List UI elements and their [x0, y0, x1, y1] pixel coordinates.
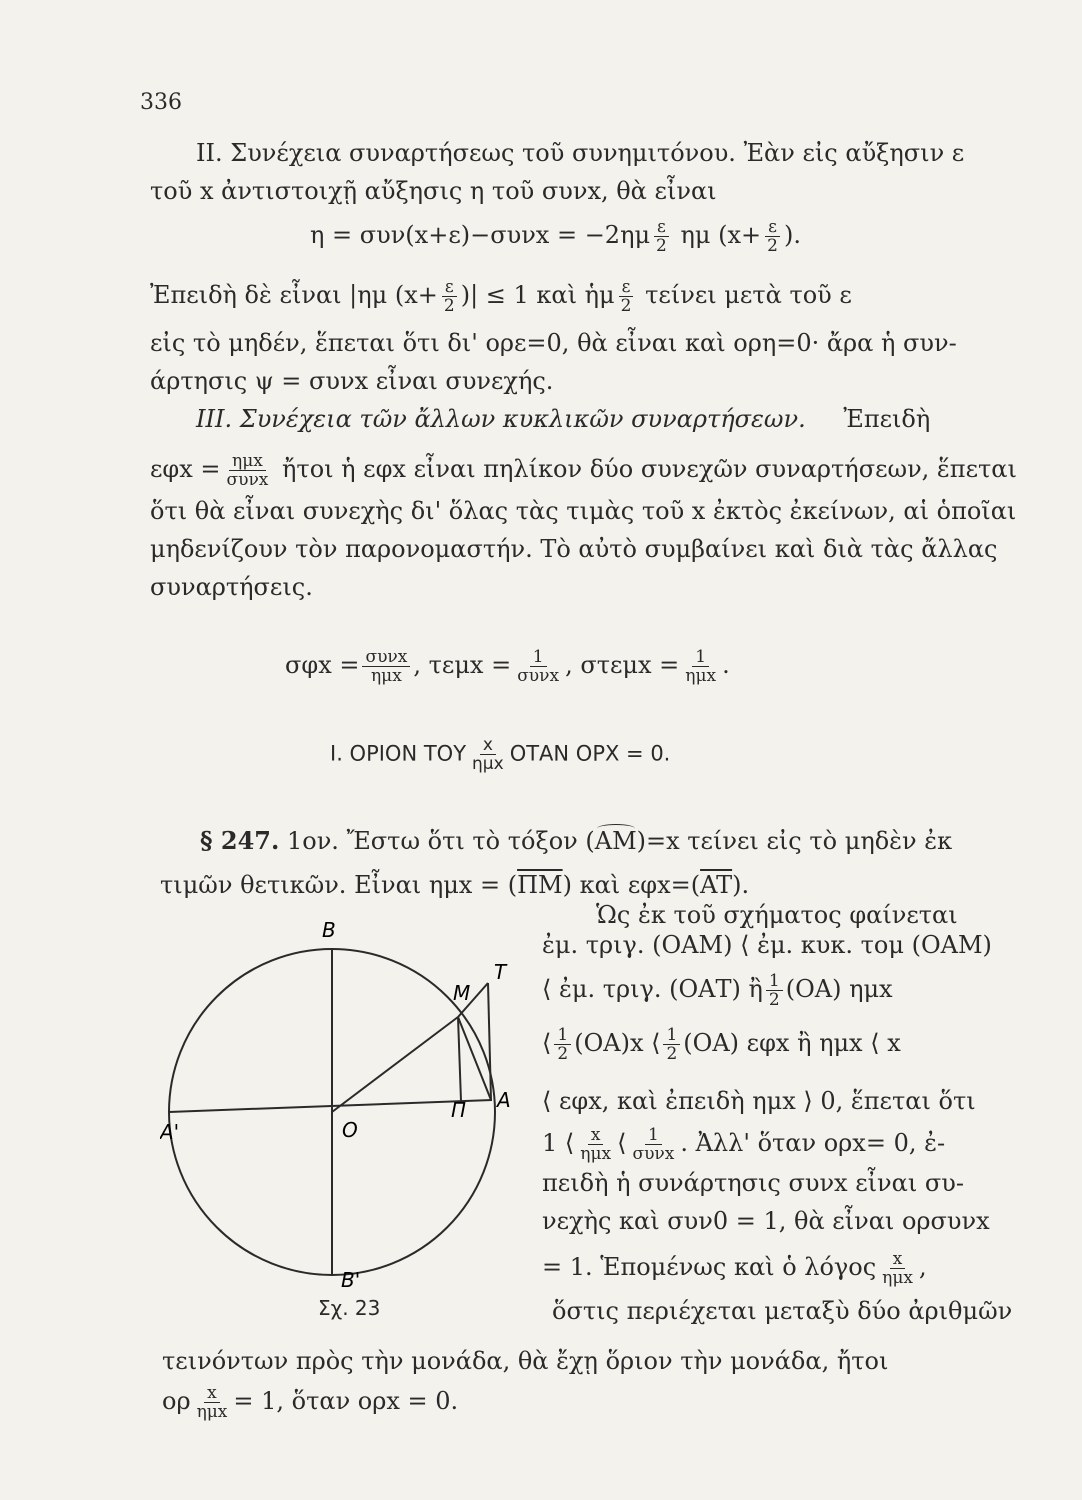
- axis-aa: [169, 1100, 492, 1112]
- right-line-8: νεχὴς καὶ συν0 = 1, θὰ εἶναι ορσυνx: [542, 1207, 990, 1235]
- final-line-1: τεινόντων πρὸς τὴν μονάδα, θὰ ἔχῃ ὅριον τὴν μονάδα, ἤτοι: [162, 1347, 889, 1375]
- label-b-prime: B': [341, 1268, 361, 1292]
- label-m: M: [453, 981, 471, 1005]
- section-iii-line-4: μηδενίζουν τὸν παρονομαστήν. Τὸ αὐτὸ συμβαίνει καὶ διὰ τὰς ἄλλας: [150, 535, 998, 563]
- section-ii-line-4: Ἐπειδὴ δὲ εἶναι |ημ (x+ $\frac{\varepsilon}{2}$ )| ≤ 1 καὶ ἡμ $\frac{\varepsilon}{2}$ τείνει μετὰ τοῦ ε: [150, 277, 852, 316]
- figure-unit-circle: [160, 915, 535, 1325]
- section-ii-line-1: II. Συνέχεια συναρτήσεως τοῦ συνημιτόνου. Ἐὰν εἰς αὔξησιν ε: [196, 139, 965, 167]
- section-ii-line-5: εἰς τὸ μηδέν, ἕπεται ὅτι δι' ορε=0, θὰ εἶναι καὶ ορη=0· ἄρα ἡ συν-: [150, 329, 957, 357]
- right-line-5: ⟨ εφx, καὶ ἐπειδὴ ημx ⟩ 0, ἕπεται ὅτι: [542, 1087, 976, 1115]
- limit-subheading: I. ΟΡΙΟΝ ΤΟΥ $\frac{x}{\text{ημx}}$ ΟΤΑΝ ΟΡX = 0.: [330, 735, 671, 774]
- label-t: T: [494, 960, 507, 984]
- right-line-4: ⟨ $\frac{1}{2}$ (ΟΑ)x ⟨ $\frac{1}{2}$ (ΟΑ) εφx ἢ ημx ⟨ x: [542, 1025, 901, 1064]
- section-iii-heading: Συνέχεια τῶν ἄλλων κυκλικῶν συναρτήσεων.: [239, 405, 806, 433]
- para-247-line-2: τιμῶν θετικῶν. Εἶναι $\eta\mu x = (\overline{\Pi M})$ καὶ $\varepsilon\varphi x=(\overline{AT})$.: [160, 871, 750, 899]
- final-line-2: ορ $\frac{x}{\text{ημx}}$ = 1, ὅταν ορx = 0.: [162, 1383, 459, 1422]
- section-ii-heading: Συνέχεια συναρτήσεως τοῦ συνημιτόνου.: [230, 139, 736, 167]
- section-iii-line-2: εφx = $\frac{\text{ημx}}{\text{συνx}}$ ἤτοι ἡ εφx εἶναι πηλίκον δύο συνεχῶν συναρτήσεων, ἕπεται: [150, 451, 1017, 490]
- radius-om: [332, 1017, 458, 1112]
- label-a-prime: A': [160, 1120, 180, 1144]
- right-line-2: ἐμ. τριγ. (ΟΑΜ) ⟨ ἐμ. κυκ. τομ (ΟΑΜ): [542, 931, 992, 959]
- para-247-line-1: § 247. 1ον. Ἔστω ὅτι τὸ τόξον (AM)=x τείνει εἰς τὸ μηδὲν ἐκ: [200, 826, 953, 855]
- right-line-1: Ὡς ἐκ τοῦ σχήματος φαίνεται: [596, 901, 958, 929]
- section-iii-line-5: συναρτήσεις.: [150, 573, 313, 601]
- label-b: B: [322, 918, 336, 942]
- right-line-6: 1 ⟨ $\frac{x}{\text{ημx}}$ ⟨ $\frac{1}{\text{συνx}}$ . Ἀλλ' ὅταν ορx= 0, ἐ-: [542, 1125, 946, 1164]
- section-mark: § 247.: [200, 826, 280, 855]
- page-number: 336: [140, 90, 182, 115]
- equation-eta: η = συν(x+ε)−συνx = −2ημ $\frac{\varepsilon}{2}$ ημ (x+ $\frac{\varepsilon}{2}$ ).: [310, 217, 801, 256]
- section-iii-line-1: III. Συνέχεια τῶν ἄλλων κυκλικῶν συναρτήσεων. Ἐπειδὴ: [196, 405, 931, 433]
- right-line-3: ⟨ ἐμ. τριγ. (ΟΑΤ) ἢ $\frac{1}{2}$ (ΟΑ) ημx: [542, 971, 893, 1010]
- right-line-10: ὅστις περιέχεται μεταξὺ δύο ἀριθμῶν: [552, 1297, 1013, 1325]
- section-iii-line-3: ὅτι θὰ εἶναι συνεχὴς δι' ὅλας τὰς τιμὰς τοῦ x ἐκτὸς ἐκείνων, αἱ ὁποῖαι: [150, 497, 1017, 525]
- label-o: O: [342, 1118, 358, 1142]
- right-line-7: πειδὴ ἡ συνάρτησις συνx εἶναι συ-: [542, 1169, 964, 1197]
- figure-caption: Σχ. 23: [318, 1296, 381, 1320]
- label-pi: Π: [451, 1098, 467, 1122]
- right-line-9: = 1. Ἑπομένως καὶ ὁ λόγος $\frac{x}{\text{ημx}}$ ,: [542, 1249, 927, 1288]
- label-a: A: [497, 1088, 511, 1112]
- formula-cot-sec-csc: σφx = $\frac{\text{συνx}}{\text{ημx}}$ , τεμx = $\frac{1}{\text{συνx}}$ , στεμx = $\frac{1}{\text{ημx}}$ .: [285, 647, 730, 686]
- section-ii-line-6: άρτησις ψ = συνx εἶναι συνεχής.: [150, 367, 554, 395]
- sine-pm: [458, 1017, 461, 1101]
- arc-am: AM: [594, 827, 637, 855]
- section-ii-line-2: τοῦ x ἀντιστοιχῇ αὔξησις η τοῦ συνx, θὰ εἶναι: [150, 177, 717, 205]
- tangent-at: [488, 983, 491, 1100]
